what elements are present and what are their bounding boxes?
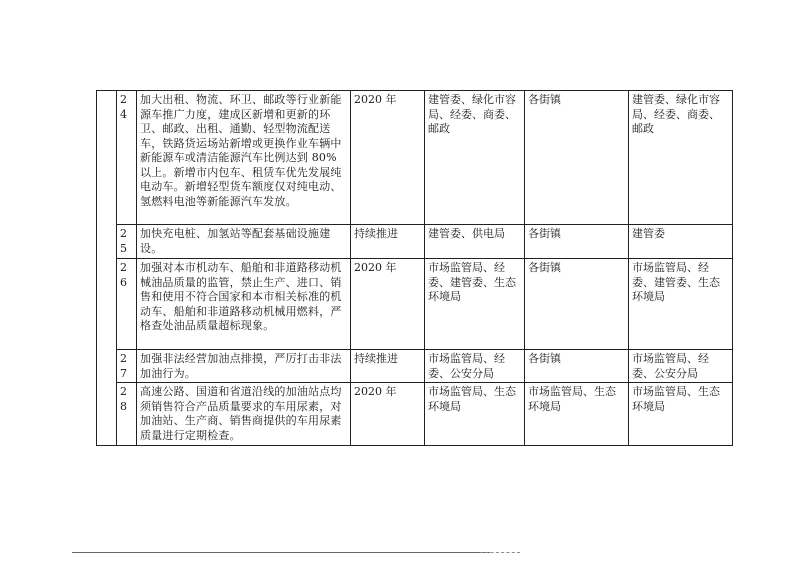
supervising-department: 市场监管局、经委、建管委、生态环境局 [629, 259, 733, 350]
task-description: 高速公路、国道和省道沿线的加油站点均须销售符合产品质量要求的车用尿素，对加油站、生产商、销售商提供的车用尿素质量进行定期检查。 [137, 383, 351, 446]
lead-department: 市场监管局、生态环境局 [425, 383, 525, 446]
lead-department: 市场监管局、经委、公安分局 [425, 350, 525, 383]
supervising-department: 市场监管局、经委、公安分局 [629, 350, 733, 383]
task-description: 加强非法经营加油点排摸，严厉打击非法加油行为。 [137, 350, 351, 383]
task-description: 加强对本市机动车、船舶和非道路移动机械油品质量的监管，禁止生产、进口、销售和使用不符合国家和本市相关标准的机动车、船舶和非道路移动机械用燃料，严格查处油品质量超标现象。 [137, 259, 351, 350]
supervising-department: 市场监管局、生态环境局 [629, 383, 733, 446]
footer-rule [72, 552, 490, 553]
table-row [97, 91, 733, 225]
time-limit: 2020 年 [351, 259, 425, 350]
supervising-department: 建管委、绿化市容局、经委、商委、邮政 [629, 91, 733, 225]
responsible-unit: 市场监管局、生态环境局 [525, 383, 629, 446]
task-description: 加大出租、物流、环卫、邮政等行业新能源车推广力度，建成区新增和更新的环卫、邮政、出租、通勤、轻型物流配送车，铁路货运场站新增或更换作业车辆中新能源车或清洁能源汽车比例达到 80%以上。新增市内包车、租赁车优先发展纯电动车。新增轻型货车额度仅对纯电动、氢燃料电池等新能源汽车发放。 [137, 91, 351, 225]
row-number: 25 [117, 225, 137, 259]
row-number: 27 [117, 350, 137, 383]
blank-cell [97, 91, 117, 446]
task-table [96, 90, 733, 446]
row-number: 26 [117, 259, 137, 350]
time-limit: 持续推进 [351, 225, 425, 259]
footer-rule-dashed [480, 552, 520, 553]
time-limit: 持续推进 [351, 350, 425, 383]
lead-department: 市场监管局、经委、建管委、生态环境局 [425, 259, 525, 350]
row-number: 28 [117, 383, 137, 446]
responsible-unit: 各街镇 [525, 259, 629, 350]
table-row [97, 225, 733, 259]
time-limit: 2020 年 [351, 91, 425, 225]
lead-department: 建管委、供电局 [425, 225, 525, 259]
responsible-unit: 各街镇 [525, 91, 629, 225]
task-description: 加快充电桩、加氢站等配套基础设施建设。 [137, 225, 351, 259]
table-row [97, 383, 733, 446]
lead-department: 建管委、绿化市容局、经委、商委、邮政 [425, 91, 525, 225]
table-row [97, 259, 733, 350]
row-number: 24 [117, 91, 137, 225]
responsible-unit: 各街镇 [525, 350, 629, 383]
responsible-unit: 各街镇 [525, 225, 629, 259]
supervising-department: 建管委 [629, 225, 733, 259]
time-limit: 2020 年 [351, 383, 425, 446]
table-row [97, 350, 733, 383]
